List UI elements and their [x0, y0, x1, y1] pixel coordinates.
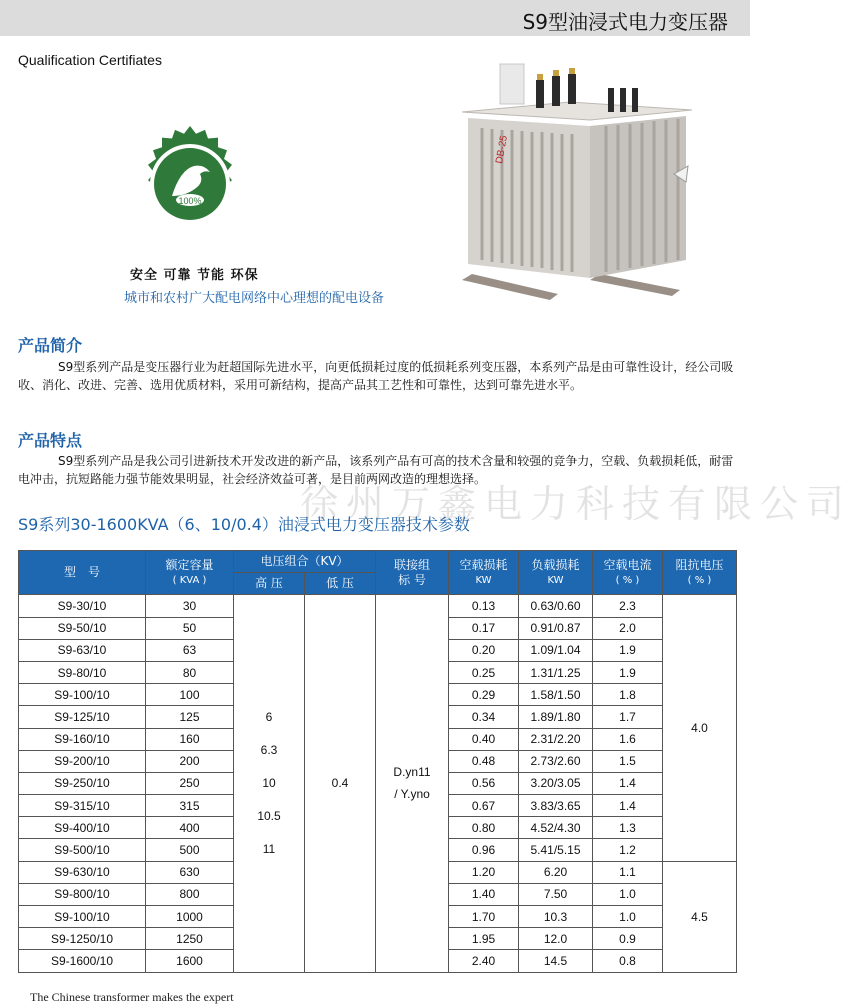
footer-slogan: The Chinese transformer makes the expert — [30, 990, 234, 1004]
seal-percent: 100% — [178, 196, 202, 206]
cell-load: 5.41/5.15 — [519, 839, 593, 861]
cell-model: S9-30/10 — [19, 595, 146, 617]
cell-noload: 0.17 — [449, 617, 519, 639]
cell-capacity: 1600 — [146, 950, 234, 972]
header-noload-label: 空载损耗 — [459, 557, 508, 572]
cell-current: 1.6 — [593, 728, 663, 750]
cell-load: 3.83/3.65 — [519, 795, 593, 817]
cell-capacity: 30 — [146, 595, 234, 617]
cell-noload: 0.34 — [449, 706, 519, 728]
cell-current: 2.0 — [593, 617, 663, 639]
cell-impedance-merged: 4.0 — [663, 595, 737, 861]
cell-model: S9-400/10 — [19, 817, 146, 839]
cell-model: S9-80/10 — [19, 661, 146, 683]
cell-load: 14.5 — [519, 950, 593, 972]
cell-noload: 0.13 — [449, 595, 519, 617]
header-capacity — [146, 551, 234, 595]
table-header-row — [19, 551, 737, 573]
cell-model: S9-500/10 — [19, 839, 146, 861]
header-capacity-unit: ( KVA ) — [172, 574, 207, 586]
cell-load: 0.63/0.60 — [519, 595, 593, 617]
cell-current: 1.0 — [593, 906, 663, 928]
company-watermark: 徐州万鑫电力科技有限公司 — [300, 482, 852, 526]
cell-current: 1.9 — [593, 639, 663, 661]
cell-noload: 1.20 — [449, 861, 519, 883]
cell-current: 1.4 — [593, 772, 663, 794]
cell-model: S9-160/10 — [19, 728, 146, 750]
cell-model: S9-1600/10 — [19, 950, 146, 972]
cell-hv-merged — [234, 595, 305, 972]
cell-lv-merged: 0.4 — [305, 595, 376, 972]
header-load-label: 负载损耗 — [531, 557, 580, 572]
cell-noload: 0.96 — [449, 839, 519, 861]
cell-capacity: 315 — [146, 795, 234, 817]
cell-model: S9-630/10 — [19, 861, 146, 883]
cell-load: 1.58/1.50 — [519, 684, 593, 706]
cell-capacity: 500 — [146, 839, 234, 861]
page-title: S9型油浸式电力变压器 — [522, 10, 728, 34]
cell-load: 1.89/1.80 — [519, 706, 593, 728]
cell-load: 4.52/4.30 — [519, 817, 593, 839]
cell-model: S9-100/10 — [19, 906, 146, 928]
cell-noload: 0.56 — [449, 772, 519, 794]
cell-noload: 1.70 — [449, 906, 519, 928]
cell-capacity: 1250 — [146, 928, 234, 950]
cell-model: S9-100/10 — [19, 684, 146, 706]
cell-current: 1.8 — [593, 684, 663, 706]
cell-noload: 0.67 — [449, 795, 519, 817]
intro-heading: 产品简介 — [18, 336, 83, 355]
cell-capacity: 100 — [146, 684, 234, 706]
cell-load: 7.50 — [519, 883, 593, 905]
header-lv: 低 压 — [305, 573, 376, 595]
cell-capacity: 200 — [146, 750, 234, 772]
features-heading: 产品特点 — [18, 431, 83, 450]
cell-load: 6.20 — [519, 861, 593, 883]
cell-current: 0.9 — [593, 928, 663, 950]
cell-capacity: 50 — [146, 617, 234, 639]
cell-model: S9-63/10 — [19, 639, 146, 661]
cell-capacity: 250 — [146, 772, 234, 794]
header-impedance — [663, 551, 737, 595]
cell-capacity: 80 — [146, 661, 234, 683]
cell-noload: 1.40 — [449, 883, 519, 905]
header-current — [593, 551, 663, 595]
cell-model: S9-1250/10 — [19, 928, 146, 950]
hv-value: 6.3 — [260, 743, 278, 758]
hv-value: 11 — [262, 842, 276, 857]
group-value: D.yn11 — [393, 765, 431, 780]
header-model: 型 号 — [19, 551, 146, 595]
cell-current: 1.1 — [593, 861, 663, 883]
header-noload — [449, 551, 519, 595]
cell-model: S9-800/10 — [19, 883, 146, 905]
cell-noload: 0.80 — [449, 817, 519, 839]
header-group-line2: 标 号 — [398, 572, 426, 587]
cell-model: S9-200/10 — [19, 750, 146, 772]
cell-current: 1.9 — [593, 661, 663, 683]
header-impedance-unit: ( % ) — [687, 574, 712, 586]
cell-load: 1.09/1.04 — [519, 639, 593, 661]
qualification-label: Qualification Certifiates — [18, 52, 162, 68]
quality-seal-icon — [128, 122, 252, 246]
cell-noload: 1.95 — [449, 928, 519, 950]
cell-noload: 0.25 — [449, 661, 519, 683]
hv-value: 10 — [262, 776, 276, 791]
cell-capacity: 125 — [146, 706, 234, 728]
cell-capacity: 160 — [146, 728, 234, 750]
cell-current: 2.3 — [593, 595, 663, 617]
table-title: S9系列30-1600KVA（6、10/0.4）油浸式电力变压器技术参数 — [18, 515, 470, 534]
intro-text: S9型系列产品是变压器行业为赶超国际先进水平，向更低损耗过度的低损耗系列变压器，本系列产品是由可靠性设计，经公司吸收、消化、改进、完善、选用优质材料，采用可新结构，提高产品其工艺性和可靠性，达到可靠先进水平。 — [18, 360, 734, 392]
cell-model: S9-315/10 — [19, 795, 146, 817]
header-hv: 高 压 — [234, 573, 305, 595]
transformer-label: DB-25 — [494, 134, 510, 165]
cell-current: 1.3 — [593, 817, 663, 839]
cell-current: 1.4 — [593, 795, 663, 817]
transformer-image — [440, 54, 710, 310]
cell-impedance-merged: 4.5 — [663, 861, 737, 972]
cell-load: 12.0 — [519, 928, 593, 950]
cell-capacity: 630 — [146, 861, 234, 883]
cell-load: 3.20/3.05 — [519, 772, 593, 794]
cell-load: 2.73/2.60 — [519, 750, 593, 772]
cell-load: 1.31/1.25 — [519, 661, 593, 683]
slogan: 安全 可靠 节能 环保 — [130, 268, 259, 283]
header-current-label: 空载电流 — [603, 557, 652, 572]
cell-group-merged — [376, 595, 449, 972]
group-value: / Y.yno — [394, 787, 430, 802]
spec-table — [18, 550, 737, 973]
header-load-unit: KW — [547, 574, 564, 586]
cell-current: 1.7 — [593, 706, 663, 728]
cell-capacity: 1000 — [146, 906, 234, 928]
cell-noload: 0.48 — [449, 750, 519, 772]
header-impedance-label: 阻抗电压 — [675, 557, 724, 572]
cell-noload: 0.29 — [449, 684, 519, 706]
cell-noload: 0.40 — [449, 728, 519, 750]
header-voltage: 电压组合（KV） — [234, 551, 376, 573]
cell-load: 2.31/2.20 — [519, 728, 593, 750]
header-current-unit: ( % ) — [615, 574, 640, 586]
cell-capacity: 400 — [146, 817, 234, 839]
header-group — [376, 551, 449, 595]
cell-model: S9-125/10 — [19, 706, 146, 728]
tagline: 城市和农村广大配电网络中心理想的配电设备 — [124, 291, 385, 306]
cell-current: 1.5 — [593, 750, 663, 772]
cell-load: 10.3 — [519, 906, 593, 928]
cell-current: 1.0 — [593, 883, 663, 905]
cell-current: 1.2 — [593, 839, 663, 861]
cell-noload: 2.40 — [449, 950, 519, 972]
top-banner — [0, 0, 750, 36]
cell-noload: 0.20 — [449, 639, 519, 661]
header-group-line1: 联接组 — [393, 557, 430, 572]
cell-capacity: 63 — [146, 639, 234, 661]
header-capacity-label: 额定容量 — [165, 557, 214, 572]
cell-load: 0.91/0.87 — [519, 617, 593, 639]
hv-value: 10.5 — [257, 809, 281, 824]
cell-model: S9-50/10 — [19, 617, 146, 639]
header-load — [519, 551, 593, 595]
cell-model: S9-250/10 — [19, 772, 146, 794]
cell-capacity: 800 — [146, 883, 234, 905]
hv-value: 6 — [265, 710, 273, 725]
table-row — [19, 595, 737, 617]
header-noload-unit: KW — [475, 574, 492, 586]
cell-current: 0.8 — [593, 950, 663, 972]
features-text: S9型系列产品是我公司引进新技术开发改进的新产品，该系列产品有可高的技术含量和较强的竞争力，空载、负载损耗低，耐雷电冲击，抗短路能力强节能效果明显，社会经济效益可著，是目前两网改造的理想选择。 — [18, 454, 734, 486]
